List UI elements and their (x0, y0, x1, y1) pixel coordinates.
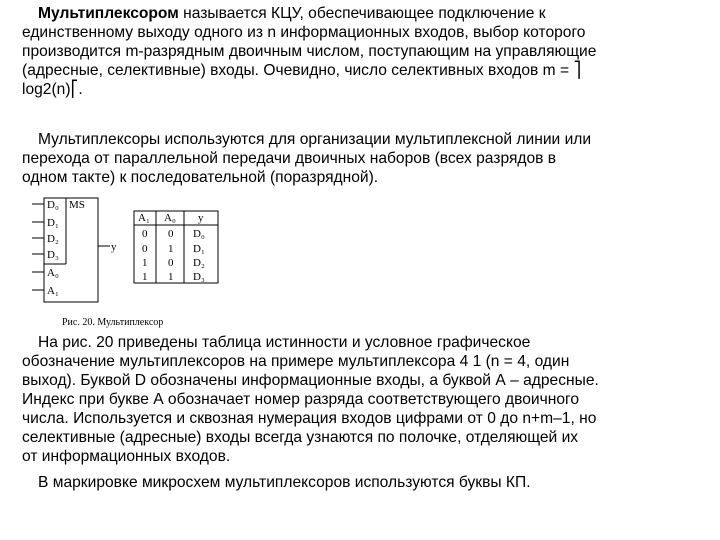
mux-body (44, 198, 98, 302)
address-label-a0: A₀ (47, 267, 59, 279)
table-cell: 1 (168, 243, 174, 255)
table-header-y: y (198, 212, 204, 224)
paragraph-marking (22, 473, 702, 492)
text-line: единственному выходу одного из n информационных входов, выбор которого (22, 24, 586, 41)
table-header-a0: A₀ (164, 212, 176, 224)
term-multiplexer: Мультиплексором (38, 5, 179, 22)
input-label-d1: D₁ (47, 217, 59, 229)
table-cell: 1 (142, 257, 148, 269)
text-line: называется КЦУ, обеспечивающее подключение к (178, 5, 546, 22)
table-cell: 0 (142, 228, 148, 240)
table-cell: D₀ (193, 228, 205, 240)
figure-caption: Рис. 20. Мультиплексор (62, 317, 164, 328)
text-line: выход). Буквой D обозначены информационные входы, а буквой А – адресные. (22, 372, 599, 389)
table-cell: 0 (142, 243, 148, 255)
text-line: На рис. 20 приведены таблица истинности и условное графическое (38, 334, 531, 351)
input-label-d3: D₃ (47, 249, 59, 261)
text-line: производится m-разрядным двоичным числом, поступающим на управляющие (22, 43, 597, 60)
table-cell: D₁ (193, 243, 205, 255)
table-cell: 1 (168, 271, 174, 283)
truth-table (134, 211, 218, 283)
table-cell: 0 (168, 257, 174, 269)
table-header-a1: A₁ (138, 212, 150, 224)
input-label-d0: D₀ (47, 199, 59, 211)
text-line: В маркировке микросхем мультиплексоров используются буквы КП. (38, 474, 531, 491)
text-line: от информационных входов. (22, 448, 231, 465)
text-line: Мультиплексоры используются для организации мультиплексной линии или (38, 131, 592, 148)
table-cell: D₃ (193, 271, 205, 283)
text-line: селективные (адресные) входы всегда узнаются по полочке, отделяющей их (22, 429, 579, 446)
table-cell: D₂ (193, 257, 205, 269)
mux-title: MS (69, 199, 85, 211)
text-line: одном такте) к последовательной (поразрядной). (22, 169, 379, 186)
address-label-a1: A₁ (47, 285, 59, 297)
output-label: y (111, 241, 117, 253)
text-line: обозначение мультиплексоров на примере мультиплексора 4 1 (n = 4, один (22, 353, 570, 370)
text-line: числа. Используется и сквозная нумерация входов цифрами от 0 до n+m–1, но (22, 410, 597, 427)
paragraph-definition (22, 4, 702, 99)
text-line: log2(n)⎡. (22, 81, 83, 98)
paragraph-figure-description (22, 333, 702, 466)
table-cell: 0 (168, 228, 174, 240)
text-line: Индекс при букве А обозначает номер разряда соответствующего двоичного (22, 391, 580, 408)
text-line: перехода от параллельной передачи двоичных наборов (всех разрядов в (22, 150, 557, 167)
table-cell: 1 (142, 271, 148, 283)
paragraph-usage (22, 130, 702, 187)
text-line: (адресные, селективные) входы. Очевидно, число селективных входов m = ⎤ (22, 62, 582, 79)
input-label-d2: D₂ (47, 233, 59, 245)
